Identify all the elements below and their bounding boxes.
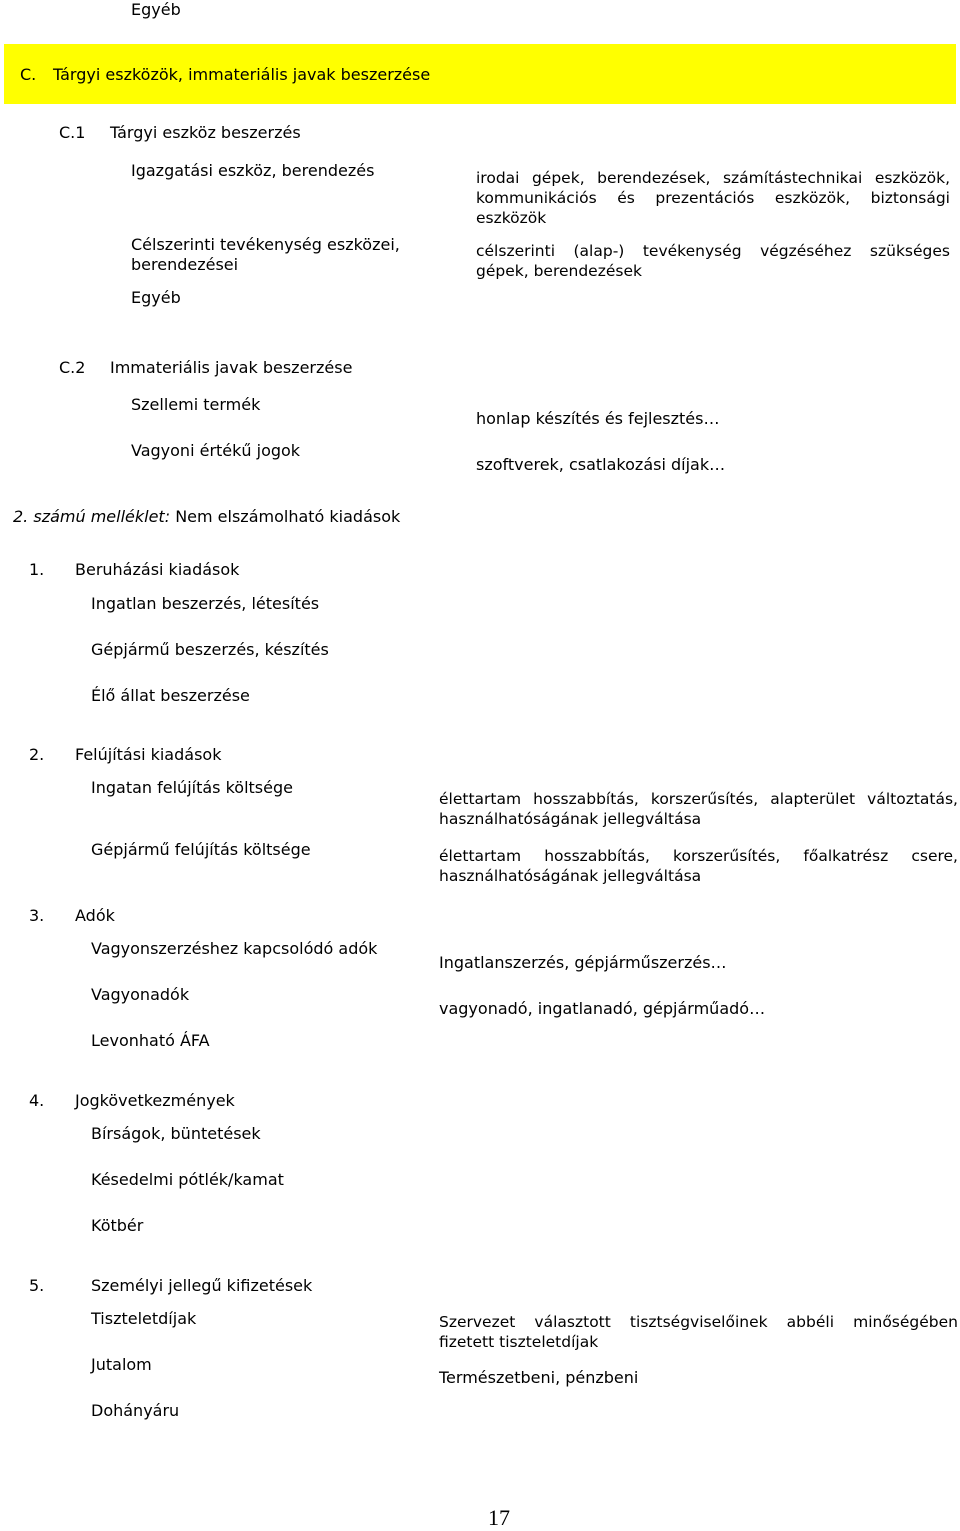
s3-item-acquisition-taxes: Vagyonszerzéshez kapcsolódó adók xyxy=(91,939,378,958)
s4-item-late-fees: Késedelmi pótlék/kamat xyxy=(91,1170,284,1189)
s4-item-fines: Bírságok, büntetések xyxy=(91,1124,261,1143)
s5-desc-honoraria: Szervezet választott tisztségviselőinek abbéli minőségében fizetett tiszteletdíjak xyxy=(439,1313,958,1351)
s3-item-deductible-vat: Levonható ÁFA xyxy=(91,1031,210,1050)
annex-heading xyxy=(13,507,400,527)
section-c-label: C. xyxy=(20,65,37,84)
s5-title: Személyi jellegű kifizetések xyxy=(91,1276,313,1295)
s5-item-bonus: Jutalom xyxy=(91,1355,152,1374)
c1-item-admin-equipment: Igazgatási eszköz, berendezés xyxy=(131,161,375,180)
s3-desc-property: vagyonadó, ingatlanadó, gépjárműadó… xyxy=(439,999,766,1018)
c1-item-purpose-equipment-cont: berendezései xyxy=(131,255,239,274)
c1-item-purpose-equipment: Célszerinti tevékenység eszközei, xyxy=(131,235,400,254)
annex-title: Nem elszámolható kiadások xyxy=(175,507,401,526)
s1-item-vehicle: Gépjármű beszerzés, készítés xyxy=(91,640,329,659)
s5-item-honoraria: Tiszteletdíjak xyxy=(91,1309,197,1328)
section-c-title: Tárgyi eszközök, immateriális javak beszerzése xyxy=(53,65,431,84)
s3-desc-acquisition: Ingatlanszerzés, gépjárműszerzés… xyxy=(439,953,727,972)
s1-item-livestock: Élő állat beszerzése xyxy=(91,686,250,705)
s4-title: Jogkövetkezmények xyxy=(75,1091,235,1110)
s3-title: Adók xyxy=(75,906,115,925)
s2-item-property-renovation: Ingatan felújítás költsége xyxy=(91,778,293,797)
c2-item-rights: Vagyoni értékű jogok xyxy=(131,441,301,460)
c1-item-other: Egyéb xyxy=(131,288,181,307)
c1-desc-office: irodai gépek, berendezések, számítástechnikai eszközök, kommunikációs és prezentációs eszközök, biztonsági eszközök xyxy=(476,169,950,227)
s2-item-vehicle-renovation: Gépjármű felújítás költsége xyxy=(91,840,311,859)
annex-prefix: 2. számú melléklet: xyxy=(13,507,171,526)
s2-desc-vehicle: élettartam hosszabbítás, korszerűsítés, főalkatrész csere, használhatóságának jellegváltása xyxy=(439,847,958,885)
c1-number: C.1 xyxy=(59,123,86,142)
c1-title: Tárgyi eszköz beszerzés xyxy=(110,123,301,142)
s1-number: 1. xyxy=(29,560,45,579)
s1-title: Beruházási kiadások xyxy=(75,560,240,579)
c2-desc-website: honlap készítés és fejlesztés… xyxy=(476,409,720,428)
s2-number: 2. xyxy=(29,745,45,764)
s4-item-penalty: Kötbér xyxy=(91,1216,144,1235)
s2-desc-property: élettartam hosszabbítás, korszerűsítés, alapterület változtatás, használhatóságának jellegváltása xyxy=(439,790,958,828)
s5-number: 5. xyxy=(29,1276,45,1295)
top-other-item: Egyéb xyxy=(131,0,181,19)
s2-title: Felújítási kiadások xyxy=(75,745,222,764)
s5-desc-bonus: Természetbeni, pénzbeni xyxy=(439,1368,639,1387)
s3-item-property-taxes: Vagyonadók xyxy=(91,985,190,1004)
c2-item-intellectual: Szellemi termék xyxy=(131,395,261,414)
c2-number: C.2 xyxy=(59,358,86,377)
c2-title: Immateriális javak beszerzése xyxy=(110,358,353,377)
page-number: 17 xyxy=(488,1505,510,1530)
s3-number: 3. xyxy=(29,906,45,925)
s1-item-real-estate: Ingatlan beszerzés, létesítés xyxy=(91,594,320,613)
s4-number: 4. xyxy=(29,1091,45,1110)
c2-desc-software: szoftverek, csatlakozási díjak… xyxy=(476,455,726,474)
s5-item-tobacco: Dohányáru xyxy=(91,1401,180,1420)
c1-desc-purpose: célszerinti (alap-) tevékenység végzéséhez szükséges gépek, berendezések xyxy=(476,242,950,280)
